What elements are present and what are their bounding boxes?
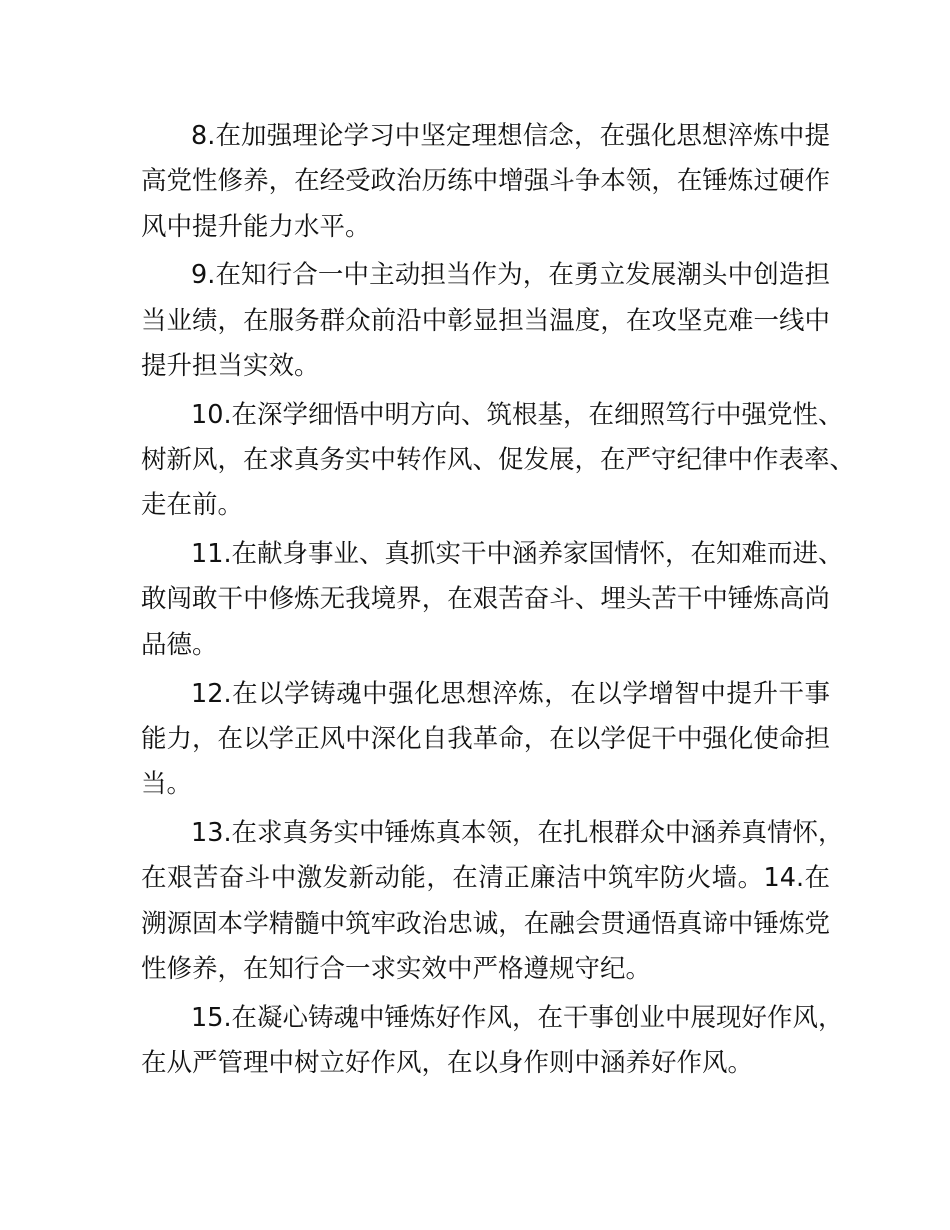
text-line: 敢闯敢干中修炼无我境界，在艰苦奋斗、埋头苦干中锤炼高尚 [141,584,830,615]
paragraph [141,253,830,389]
text-line: 当。 [141,769,193,800]
paragraph [141,393,856,529]
text-line: 走在前。 [141,490,244,521]
text-line: 性修养，在知行合一求实效中严格遵规守纪。 [141,953,652,984]
text-line: 高党性修养，在经受政治历练中增强斗争本领，在锤炼过硬作 [141,166,830,197]
paragraph [141,811,844,992]
paragraph [141,672,830,808]
text-line: 能力，在以学正风中深化自我革命，在以学促干中强化使命担 [141,723,830,754]
text-line: 树新风，在求真务实中转作风、促发展，在严守纪律中作表率、 [141,445,856,476]
text-line: 当业绩，在服务群众前沿中彰显担当温度，在攻坚克难一线中 [141,305,830,336]
text-line: 在从严管理中树立好作风，在以身作则中涵养好作风。 [141,1047,754,1078]
text-line: 提升担当实效。 [141,350,320,381]
text-line: 12.在以学铸魂中强化思想淬炼，在以学增智中提升干事 [191,678,830,709]
text-line: 在艰苦奋斗中激发新动能，在清正廉洁中筑牢防火墙。14.在 [141,863,830,894]
paragraph [141,114,830,250]
text-line: 11.在献身事业、真抓实干中涵养家国情怀，在知难而进、 [191,539,844,570]
text-line: 13.在求真务实中锤炼真本领，在扎根群众中涵养真情怀， [191,817,844,848]
text-line: 10.在深学细悟中明方向、筑根基，在细照笃行中强党性、 [191,399,844,430]
text-line: 9.在知行合一中主动担当作为，在勇立发展潮头中创造担 [191,260,830,291]
text-line: 15.在凝心铸魂中锤炼好作风，在干事创业中展现好作风， [191,1002,844,1033]
text-line: 8.在加强理论学习中坚定理想信念，在强化思想淬炼中提 [191,121,830,151]
paragraph [141,532,844,668]
text-line: 风中提升能力水平。 [141,211,371,242]
text-line: 品德。 [141,629,218,660]
text-line: 溯源固本学精髓中筑牢政治忠诚，在融会贯通悟真谛中锤炼党 [141,908,830,939]
paragraph [141,996,844,1087]
document-page [141,114,856,1090]
